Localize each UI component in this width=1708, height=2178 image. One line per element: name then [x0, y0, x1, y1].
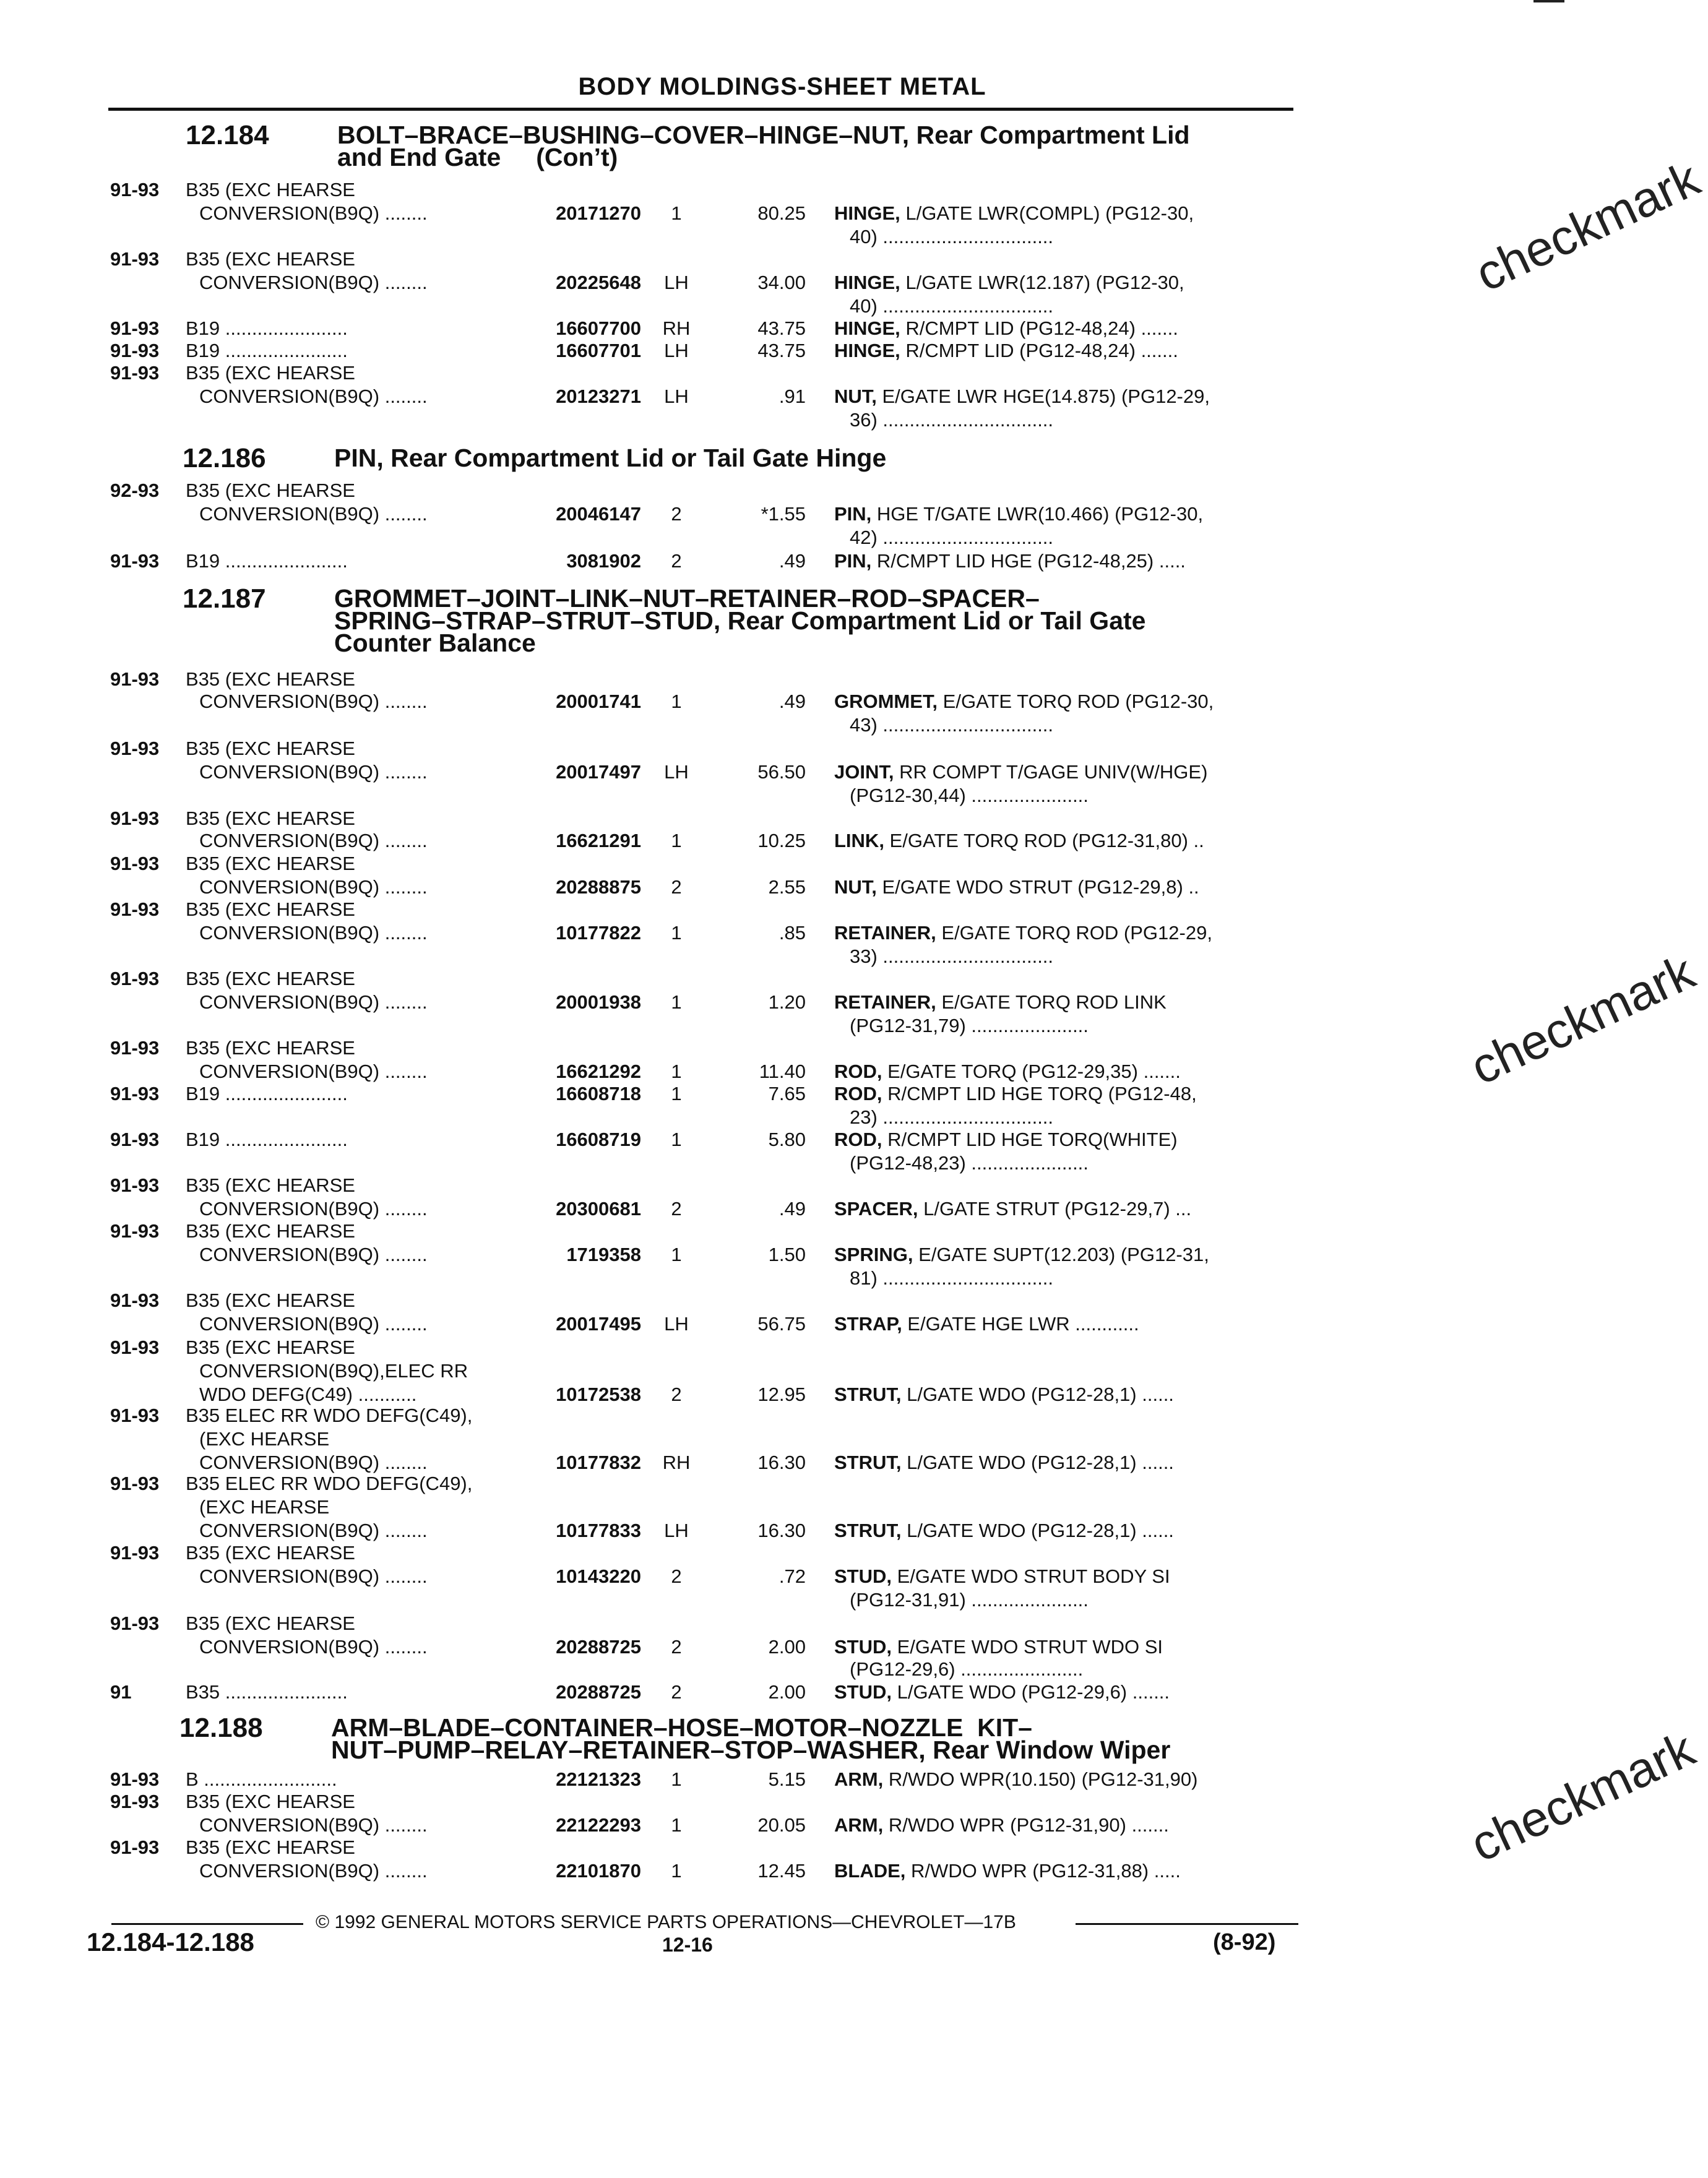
part-description: GROMMET, E/GATE TORQ ROD (PG12-30,	[834, 691, 1214, 712]
price: 2.00	[768, 1681, 806, 1703]
quantity: 1	[671, 1768, 682, 1790]
part-description: HINGE, R/CMPT LID (PG12-48,24) .......	[834, 340, 1178, 361]
price: .49	[779, 550, 806, 572]
part-number: 20171270	[556, 202, 641, 224]
part-number: 10172538	[556, 1384, 641, 1405]
model-description: CONVERSION(B9Q) ........	[199, 202, 428, 224]
model-years: 91-93	[110, 179, 160, 200]
quantity: LH	[664, 272, 689, 293]
part-description: STUD, L/GATE WDO (PG12-29,6) .......	[834, 1681, 1170, 1703]
section-title: BOLT–BRACE–BUSHING–COVER–HINGE–NUT, Rear Compartment Lid and End Gate (Con’t)	[337, 121, 1190, 171]
section-title: ARM–BLADE–CONTAINER–HOSE–MOTOR–NOZZLE KIT– NUT–PUMP–RELAY–RETAINER–STOP–WASHER, Rear Window Wiper	[331, 1713, 1171, 1764]
price: .85	[779, 922, 806, 944]
part-description: 33) ................................	[850, 945, 1054, 967]
model-description: B .........................	[186, 1768, 337, 1790]
quantity: LH	[664, 761, 689, 783]
model-description: CONVERSION(B9Q) ........	[199, 272, 428, 293]
part-number: 10177833	[556, 1520, 641, 1541]
model-description: (EXC HEARSE	[199, 1496, 330, 1518]
model-years: 91-93	[110, 968, 160, 989]
model-description: CONVERSION(B9Q) ........	[199, 1452, 428, 1473]
model-description: B35 (EXC HEARSE	[186, 362, 355, 384]
model-years: 91	[110, 1681, 132, 1703]
model-description: CONVERSION(B9Q) ........	[199, 1244, 428, 1265]
price: 12.45	[757, 1860, 806, 1882]
checkmark: checkmark	[1462, 944, 1703, 1095]
model-years: 91-93	[110, 1836, 160, 1858]
price: *1.55	[761, 503, 806, 525]
model-years: 91-93	[110, 1405, 160, 1426]
model-years: 91-93	[110, 1174, 160, 1196]
model-years: 91-93	[110, 1083, 160, 1104]
model-description: CONVERSION(B9Q) ........	[199, 691, 428, 712]
model-description: CONVERSION(B9Q) ........	[199, 876, 428, 898]
part-number: 10177822	[556, 922, 641, 944]
part-number: 1719358	[566, 1244, 641, 1265]
model-description: CONVERSION(B9Q) ........	[199, 761, 428, 783]
model-years: 91-93	[110, 807, 160, 829]
quantity: 1	[671, 202, 682, 224]
quantity: LH	[664, 385, 689, 407]
part-description: (PG12-30,44) ......................	[850, 785, 1089, 806]
part-description: 81) ................................	[850, 1267, 1054, 1289]
part-description: HINGE, L/GATE LWR(COMPL) (PG12-30,	[834, 202, 1194, 224]
part-description: ARM, R/WDO WPR(10.150) (PG12-31,90)	[834, 1768, 1198, 1790]
part-description: (PG12-31,79) ......................	[850, 1015, 1089, 1036]
model-years: 91-93	[110, 668, 160, 690]
quantity: 2	[671, 503, 682, 525]
section-number: 12.184	[186, 120, 269, 150]
part-description: 23) ................................	[850, 1106, 1054, 1128]
quantity: 1	[671, 691, 682, 712]
quantity: 2	[671, 876, 682, 898]
part-number: 22101870	[556, 1860, 641, 1882]
part-description: PIN, HGE T/GATE LWR(10.466) (PG12-30,	[834, 503, 1204, 525]
model-description: CONVERSION(B9Q) ........	[199, 1520, 428, 1541]
model-description: CONVERSION(B9Q) ........	[199, 1636, 428, 1658]
model-description: B35 (EXC HEARSE	[186, 738, 355, 759]
part-number: 16607700	[556, 317, 641, 339]
model-description: B35 (EXC HEARSE	[186, 853, 355, 874]
model-description: CONVERSION(B9Q) ........	[199, 830, 428, 851]
model-years: 91-93	[110, 1542, 160, 1564]
model-years: 91-93	[110, 1289, 160, 1311]
model-description: CONVERSION(B9Q) ........	[199, 991, 428, 1013]
model-description: B35 (EXC HEARSE	[186, 1542, 355, 1564]
part-description: 43) ................................	[850, 714, 1054, 736]
model-description: CONVERSION(B9Q) ........	[199, 1860, 428, 1882]
part-number: 16608718	[556, 1083, 641, 1104]
quantity: 1	[671, 922, 682, 944]
part-number: 16621292	[556, 1061, 641, 1082]
price: 56.50	[757, 761, 806, 783]
model-description: B35 .......................	[186, 1681, 348, 1703]
quantity: 2	[671, 1384, 682, 1405]
part-number: 20046147	[556, 503, 641, 525]
part-number: 20288725	[556, 1636, 641, 1658]
model-description: B35 (EXC HEARSE	[186, 1836, 355, 1858]
footer-copyright: © 1992 GENERAL MOTORS SERVICE PARTS OPERATIONS—CHEVROLET—17B	[316, 1912, 1016, 1932]
part-description: ROD, R/CMPT LID HGE TORQ (PG12-48,	[834, 1083, 1197, 1104]
model-years: 91-93	[110, 1037, 160, 1059]
part-description: STRAP, E/GATE HGE LWR ............	[834, 1313, 1139, 1335]
model-description: CONVERSION(B9Q),ELEC RR	[199, 1360, 468, 1382]
model-years: 91-93	[110, 362, 160, 384]
price: .49	[779, 691, 806, 712]
model-years: 91-93	[110, 738, 160, 759]
model-description: B35 (EXC HEARSE	[186, 1336, 355, 1358]
price: 5.15	[768, 1768, 806, 1790]
footer-range: 12.184-12.188	[87, 1927, 254, 1956]
model-description: WDO DEFG(C49) ...........	[199, 1384, 417, 1405]
quantity: 2	[671, 1636, 682, 1658]
quantity: LH	[664, 1313, 689, 1335]
part-description: ROD, R/CMPT LID HGE TORQ(WHITE)	[834, 1129, 1178, 1150]
part-number: 20017495	[556, 1313, 641, 1335]
model-years: 91-93	[110, 1220, 160, 1242]
price: 34.00	[757, 272, 806, 293]
part-number: 20288725	[556, 1681, 641, 1703]
part-description: RETAINER, E/GATE TORQ ROD LINK	[834, 991, 1167, 1013]
price: 11.40	[759, 1061, 806, 1082]
part-number: 16621291	[556, 830, 641, 851]
price: 10.25	[757, 830, 806, 851]
section-number: 12.188	[179, 1713, 263, 1743]
part-description: 40) ................................	[850, 295, 1054, 317]
quantity: 1	[671, 1061, 682, 1082]
model-description: B35 (EXC HEARSE	[186, 1612, 355, 1634]
price: 80.25	[757, 202, 806, 224]
model-years: 91-93	[110, 340, 160, 361]
part-number: 20001938	[556, 991, 641, 1013]
model-years: 91-93	[110, 1791, 160, 1812]
model-description: CONVERSION(B9Q) ........	[199, 385, 428, 407]
model-description: CONVERSION(B9Q) ........	[199, 503, 428, 525]
part-number: 22122293	[556, 1814, 641, 1836]
model-description: CONVERSION(B9Q) ........	[199, 922, 428, 944]
model-description: CONVERSION(B9Q) ........	[199, 1313, 428, 1335]
quantity: 2	[671, 1198, 682, 1220]
part-number: 20123271	[556, 385, 641, 407]
model-years: 91-93	[110, 898, 160, 920]
model-description: B35 (EXC HEARSE	[186, 248, 355, 270]
model-description: B35 (EXC HEARSE	[186, 807, 355, 829]
part-description: NUT, E/GATE LWR HGE(14.875) (PG12-29,	[834, 385, 1210, 407]
header-rule	[108, 108, 1293, 111]
quantity: RH	[662, 317, 691, 339]
price: 1.20	[768, 991, 806, 1013]
part-description: STRUT, L/GATE WDO (PG12-28,1) ......	[834, 1520, 1174, 1541]
part-description: ARM, R/WDO WPR (PG12-31,90) .......	[834, 1814, 1169, 1836]
price: 2.55	[768, 876, 806, 898]
part-description: ROD, E/GATE TORQ (PG12-29,35) .......	[834, 1061, 1181, 1082]
footer-date: (8-92)	[1213, 1929, 1276, 1955]
quantity: 1	[671, 1129, 682, 1150]
price: 43.75	[757, 340, 806, 361]
model-description: B35 (EXC HEARSE	[186, 968, 355, 989]
model-description: B35 (EXC HEARSE	[186, 480, 355, 501]
part-description: JOINT, RR COMPT T/GAGE UNIV(W/HGE)	[834, 761, 1208, 783]
model-description: B19 .......................	[186, 1083, 348, 1104]
quantity: 1	[671, 1814, 682, 1836]
part-description: 36) ................................	[850, 409, 1054, 431]
part-number: 20225648	[556, 272, 641, 293]
part-number: 3081902	[566, 550, 641, 572]
footer-page-number: 12-16	[662, 1934, 713, 1956]
part-number: 22121323	[556, 1768, 641, 1790]
part-number: 20288875	[556, 876, 641, 898]
model-description: CONVERSION(B9Q) ........	[199, 1198, 428, 1220]
part-number: 16607701	[556, 340, 641, 361]
model-years: 91-93	[110, 550, 160, 572]
page-title: BODY MOLDINGS-SHEET METAL	[578, 73, 986, 100]
part-description: RETAINER, E/GATE TORQ ROD (PG12-29,	[834, 922, 1212, 944]
model-years: 91-93	[110, 1129, 160, 1150]
part-description: (PG12-48,23) ......................	[850, 1152, 1089, 1174]
model-description: B19 .......................	[186, 550, 348, 572]
model-description: B35 ELEC RR WDO DEFG(C49),	[186, 1405, 473, 1426]
price: .72	[779, 1565, 806, 1587]
model-description: CONVERSION(B9Q) ........	[199, 1814, 428, 1836]
part-description: 42) ................................	[850, 527, 1054, 548]
model-description: B35 (EXC HEARSE	[186, 179, 355, 200]
quantity: 2	[671, 550, 682, 572]
model-description: (EXC HEARSE	[199, 1428, 330, 1450]
model-description: B35 (EXC HEARSE	[186, 1220, 355, 1242]
quantity: 2	[671, 1681, 682, 1703]
model-years: 91-93	[110, 1473, 160, 1494]
quantity: 1	[671, 1244, 682, 1265]
checkmark: checkmark	[1467, 150, 1708, 302]
price: 43.75	[757, 317, 806, 339]
part-description: SPRING, E/GATE SUPT(12.203) (PG12-31,	[834, 1244, 1209, 1265]
part-number: 20300681	[556, 1198, 641, 1220]
quantity: 1	[671, 830, 682, 851]
model-description: B35 (EXC HEARSE	[186, 1174, 355, 1196]
quantity: LH	[664, 1520, 689, 1541]
part-number: 10177832	[556, 1452, 641, 1473]
model-years: 91-93	[110, 1768, 160, 1790]
footer-rule-right	[1076, 1923, 1298, 1925]
checkmark: checkmark	[1462, 1721, 1703, 1872]
price: 20.05	[757, 1814, 806, 1836]
part-description: SPACER, L/GATE STRUT (PG12-29,7) ...	[834, 1198, 1192, 1220]
price: .91	[779, 385, 806, 407]
model-description: B19 .......................	[186, 1129, 348, 1150]
model-years: 91-93	[110, 317, 160, 339]
quantity: 1	[671, 1860, 682, 1882]
section-number: 12.187	[183, 583, 266, 614]
section-title: GROMMET–JOINT–LINK–NUT–RETAINER–ROD–SPACER– SPRING–STRAP–STRUT–STUD, Rear Compartment Lid or Tail Gate Counter Balance	[334, 584, 1146, 657]
quantity: LH	[664, 340, 689, 361]
part-description: STUD, E/GATE WDO STRUT BODY SI	[834, 1565, 1170, 1587]
model-description: B35 (EXC HEARSE	[186, 1289, 355, 1311]
part-description: NUT, E/GATE WDO STRUT (PG12-29,8) ..	[834, 876, 1199, 898]
part-description: HINGE, R/CMPT LID (PG12-48,24) .......	[834, 317, 1178, 339]
model-years: 91-93	[110, 853, 160, 874]
model-description: B35 (EXC HEARSE	[186, 668, 355, 690]
part-description: HINGE, L/GATE LWR(12.187) (PG12-30,	[834, 272, 1184, 293]
footer-rule-left	[111, 1923, 303, 1925]
price: .49	[779, 1198, 806, 1220]
part-number: 16608719	[556, 1129, 641, 1150]
model-description: B19 .......................	[186, 340, 348, 361]
part-description: BLADE, R/WDO WPR (PG12-31,88) .....	[834, 1860, 1181, 1882]
model-description: B35 (EXC HEARSE	[186, 898, 355, 920]
price: 5.80	[768, 1129, 806, 1150]
price: 56.75	[757, 1313, 806, 1335]
model-description: B35 ELEC RR WDO DEFG(C49),	[186, 1473, 473, 1494]
quantity: RH	[662, 1452, 691, 1473]
model-years: 91-93	[110, 248, 160, 270]
part-description: STRUT, L/GATE WDO (PG12-28,1) ......	[834, 1384, 1174, 1405]
model-description: CONVERSION(B9Q) ........	[199, 1565, 428, 1587]
part-number: 20017497	[556, 761, 641, 783]
price: 2.00	[768, 1636, 806, 1658]
quantity: 2	[671, 1565, 682, 1587]
model-description: B35 (EXC HEARSE	[186, 1791, 355, 1812]
section-number: 12.186	[183, 443, 266, 473]
part-description: LINK, E/GATE TORQ ROD (PG12-31,80) ..	[834, 830, 1204, 851]
model-description: CONVERSION(B9Q) ........	[199, 1061, 428, 1082]
part-description: PIN, R/CMPT LID HGE (PG12-48,25) .....	[834, 550, 1186, 572]
page-edge-line	[1533, 0, 1564, 2]
model-description: B35 (EXC HEARSE	[186, 1037, 355, 1059]
quantity: 1	[671, 991, 682, 1013]
part-description: STRUT, L/GATE WDO (PG12-28,1) ......	[834, 1452, 1174, 1473]
price: 16.30	[757, 1452, 806, 1473]
model-years: 92-93	[110, 480, 160, 501]
section-title: PIN, Rear Compartment Lid or Tail Gate Hinge	[334, 444, 887, 472]
price: 7.65	[768, 1083, 806, 1104]
price: 16.30	[757, 1520, 806, 1541]
part-description: 40) ................................	[850, 226, 1054, 248]
part-number: 10143220	[556, 1565, 641, 1587]
price: 12.95	[757, 1384, 806, 1405]
model-years: 91-93	[110, 1336, 160, 1358]
model-years: 91-93	[110, 1612, 160, 1634]
part-description: (PG12-29,6) .......................	[850, 1658, 1084, 1680]
model-description: B19 .......................	[186, 317, 348, 339]
part-description: (PG12-31,91) ......................	[850, 1589, 1089, 1611]
quantity: 1	[671, 1083, 682, 1104]
part-description: STUD, E/GATE WDO STRUT WDO SI	[834, 1636, 1163, 1658]
part-number: 20001741	[556, 691, 641, 712]
price: 1.50	[768, 1244, 806, 1265]
